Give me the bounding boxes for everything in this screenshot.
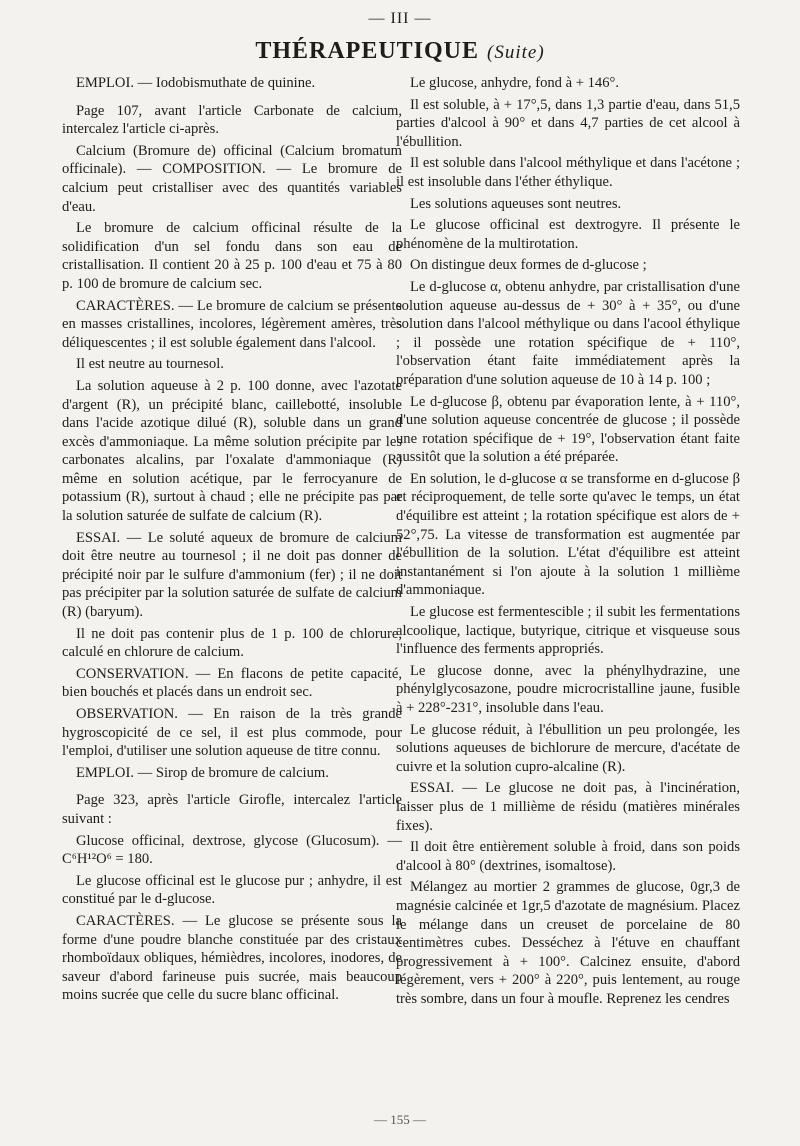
right-column <box>396 74 740 1012</box>
paragraph: Le glucose officinal est dextrogyre. Il présente le phénomène de la multirotation. <box>396 217 740 252</box>
paragraph: Le glucose réduit, à l'ébullition un peu prolongée, les solutions aqueuses de bichlorure de mercure, d'acétate de cuivre et la solution cupro-alcaline (R). <box>396 721 740 775</box>
paragraph: Il ne doit pas contenir plus de 1 p. 100 de chlorure, calculé en chlorure de calcium. <box>62 625 402 661</box>
paragraph: On distingue deux formes de d-glucose ; <box>410 257 647 274</box>
page-footer: — 155 — <box>374 1112 426 1127</box>
page-number: — III — <box>368 10 432 27</box>
paragraph: Le glucose, anhydre, fond à + 146°. <box>410 75 619 91</box>
paragraph: EMPLOI. — Sirop de bromure de calcium. <box>76 764 329 781</box>
paragraph: Il est soluble, à + 17°,5, dans 1,3 partie d'eau, dans 51,5 parties d'alcool à 90° et dans 4,7 parties de cet alcool à l'ébullition. <box>396 96 740 150</box>
paragraph: En solution, le d-glucose α se transforme en d-glucose β et réciproquement, de telle sorte qu'avec le temps, un état d'équilibre est atteint ; la rotation spécifique est alors de + 52°,75. La vitesse de transformation est augmentée par l'ébullition de la solution. L'état d'équilibre est atteint instantanément si l'on ajoute à la solution 1 millième d'ammoniaque. <box>396 470 740 599</box>
paragraph: Le glucose est fermentescible ; il subit les fermentations alcoolique, lactique, butyrique, citrique et visqueuse sous l'influence des ferments appropriés. <box>396 604 740 658</box>
paragraph: Il est soluble dans l'alcool méthylique et dans l'acétone ; il est insoluble dans l'éther éthylique. <box>396 155 740 190</box>
page-title <box>0 38 800 65</box>
title-suite: (Suite) <box>487 42 545 63</box>
paragraph: Le glucose officinal est le glucose pur ; anhydre, il est constitué par le d-glucose. <box>62 872 402 908</box>
paragraph: Glucose officinal, dextrose, glycose (Glucosum). — C⁶H¹²O⁶ = 180. <box>62 832 402 868</box>
paragraph: ESSAI. — Le glucose ne doit pas, à l'incinération, laisser plus de 1 millième de résidu (matières minérales fixes). <box>396 780 740 834</box>
paragraph: EMPLOI. — Iodobismuthate de quinine. <box>76 75 316 91</box>
paragraph: Il est neutre au tournesol. <box>76 356 224 373</box>
paragraph: La solution aqueuse à 2 p. 100 donne, avec l'azotate d'argent (R), un précipité blanc, caillebotté, insoluble dans l'acide azotique dilué (R), soluble dans un grand excès d'ammoniaque. La même solution précipite par les carbonates alcalins, par l'oxalate d'ammoniaque (R) même en solution acétique, par le ferrocyanure de potassium (R), surtout à chaud ; elle ne précipite pas par la solution saturée de sulfate de calcium (R). <box>62 377 402 525</box>
paragraph: Page 323, après l'article Girofle, intercalez l'article suivant : <box>62 792 402 827</box>
paragraph: Mélangez au mortier 2 grammes de glucose, 0gr,3 de magnésie calcinée et 1gr,5 d'azotate de magnésium. Placez le mélange dans un creuset de porcelaine de 80 centimètres cubes. Desséchez à l'étuve en chauffant progressivement à + 100°. Calcinez ensuite, d'abord légèrement, vers + 200° à 220°, puis lentement, au rouge très sombre, dans un four à moufle. Reprenez les cendres <box>396 879 740 1007</box>
paragraph: Les solutions aqueuses sont neutres. <box>410 195 622 212</box>
paragraph: Le d-glucose α, obtenu anhydre, par cristallisation d'une solution aqueuse au-dessus de + 30° à + 35°, ou d'une solution dans l'alcool méthylique ou dans l'acool éthylique ; il possède une rotation spécifique de + 110°, l'observation étant faite immédiatement après la préparation d'une solution aqueuse de 10 à 14 p. 100 ; <box>396 278 740 388</box>
left-column <box>62 74 402 1008</box>
title-text: THÉRAPEUTIQUE <box>255 38 480 64</box>
paragraph: Calcium (Bromure de) officinal (Calcium bromatum officinale). — COMPOSITION. — Le bromure de calcium peut cristalliser avec des quantités variables d'eau. <box>62 142 402 215</box>
paragraph: CARACTÈRES. — Le bromure de calcium se présente en masses cristallines, incolores, légèrement amères, très déliquescentes ; il est soluble également dans l'alcool. <box>62 297 402 351</box>
paragraph: Il doit être entièrement soluble à froid, dans son poids d'alcool à 80° (dextrines, isomaltose). <box>396 839 740 874</box>
paragraph: ESSAI. — Le soluté aqueux de bromure de calcium doit être neutre au tournesol ; il ne doit pas donner de précipité noir par le sulfure d'ammonium (fer) ; il ne doit pas précipiter par la solution saturée de sulfate de calcium (R) (baryum). <box>62 529 402 621</box>
paragraph: Le glucose donne, avec la phénylhydrazine, une phénylglycosazone, poudre microcristalline jaune, fusible à + 228°-231°, insoluble dans l'eau. <box>396 662 740 716</box>
paragraph: Page 107, avant l'article Carbonate de calcium, intercalez l'article ci-après. <box>62 102 402 138</box>
paragraph: Le d-glucose β, obtenu par évaporation lente, à + 110°, d'une solution aqueuse concentrée de glucose ; il possède une rotation spécifique de + 19°, l'observation étant faite aussitôt que la solution a été préparée. <box>396 393 740 466</box>
paragraph: CARACTÈRES. — Le glucose se présente sous la forme d'une poudre blanche constituée par des cristaux rhomboïdaux obliques, hémièdres, incolores, inodores, de saveur d'abord farineuse puis sucrée, mais beaucoup moins sucrée que celle du sucre blanc officinal. <box>62 912 402 1004</box>
paragraph: Le bromure de calcium officinal résulte de la solidification d'un sel fondu dans son eau de cristallisation. Il contient 20 à 25 p. 100 d'eau et 75 à 80 p. 100 de bromure de calcium sec. <box>62 220 402 292</box>
paragraph: CONSERVATION. — En flacons de petite capacité, bien bouchés et placés dans un endroit sec. <box>62 665 402 701</box>
paragraph: OBSERVATION. — En raison de la très grande hygroscopicité de ce sel, il est plus commode, pour l'emploi, d'utiliser une solution aqueuse de titre connu. <box>62 706 402 760</box>
